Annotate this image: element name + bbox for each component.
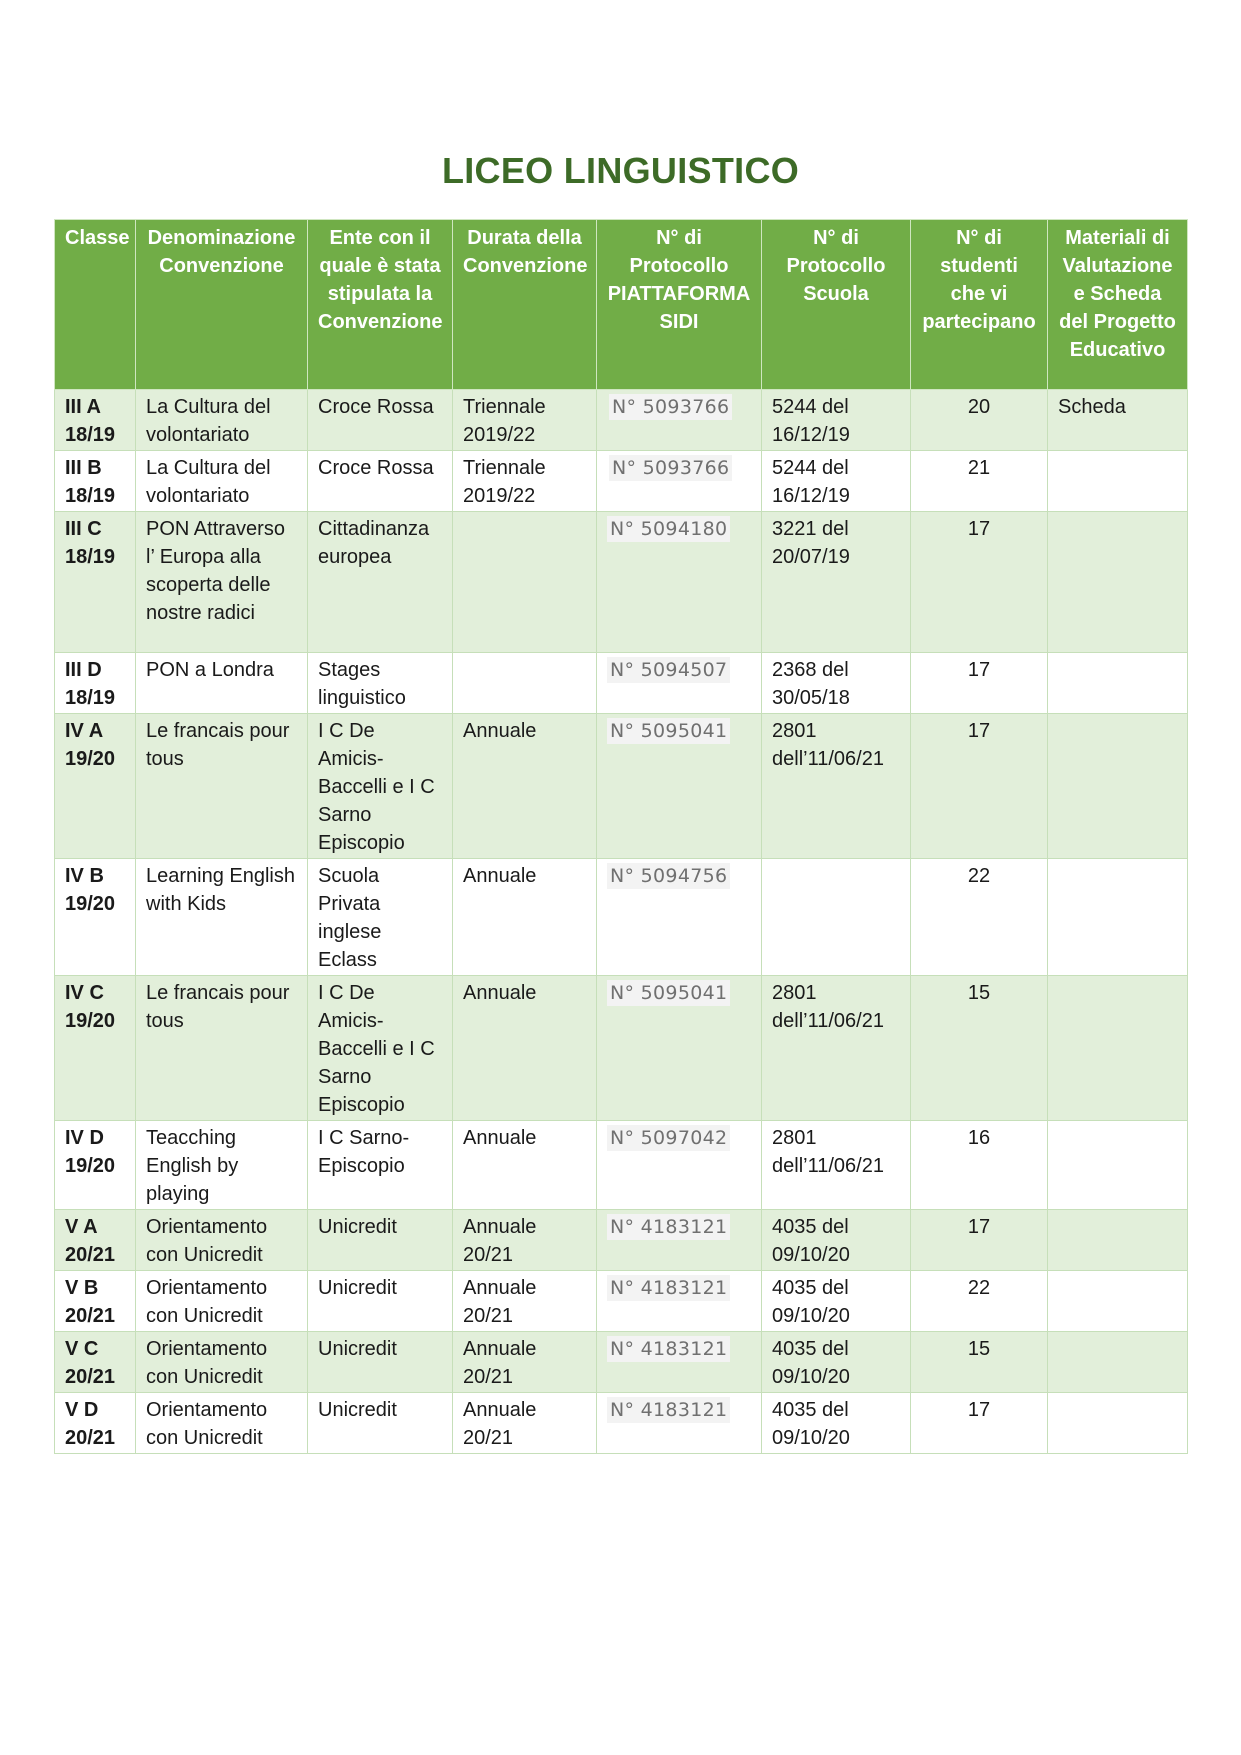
cell-classe: IV B 19/20 <box>55 859 136 976</box>
cell-protocollo-scuola: 4035 del 09/10/20 <box>762 1393 911 1454</box>
cell-ente: I C De Amicis-Baccelli e I C Sarno Episcopio <box>308 714 453 859</box>
cell-studenti: 17 <box>911 714 1048 859</box>
cell-ente: Croce Rossa <box>308 390 453 451</box>
cell-durata: Annuale <box>453 1121 597 1210</box>
cell-protocollo-sidi <box>597 1393 762 1454</box>
cell-ente: I C Sarno-Episcopio <box>308 1121 453 1210</box>
table-row <box>55 1271 1188 1332</box>
cell-classe: V B 20/21 <box>55 1271 136 1332</box>
protocollo-sidi-value: N° 5094180 <box>607 516 730 542</box>
header-ente: Ente con il quale è stata stipulata la Convenzione <box>308 220 453 390</box>
header-materiali: Materiali di Valutazione e Scheda del Progetto Educativo <box>1048 220 1188 390</box>
cell-protocollo-scuola: 4035 del 09/10/20 <box>762 1332 911 1393</box>
cell-durata: Annuale <box>453 976 597 1121</box>
table-row <box>55 1332 1188 1393</box>
cell-ente: I C De Amicis-Baccelli e I C Sarno Episcopio <box>308 976 453 1121</box>
cell-studenti: 15 <box>911 976 1048 1121</box>
cell-protocollo-scuola: 3221 del 20/07/19 <box>762 512 911 653</box>
table-row <box>55 451 1188 512</box>
cell-durata: Triennale 2019/22 <box>453 390 597 451</box>
cell-protocollo-sidi <box>597 512 762 653</box>
cell-denominazione: Orientamento con Unicredit <box>136 1271 308 1332</box>
protocollo-sidi-value: N° 5095041 <box>607 718 730 744</box>
cell-materiali <box>1048 451 1188 512</box>
cell-materiali <box>1048 1271 1188 1332</box>
cell-ente: Scuola Privata inglese Eclass <box>308 859 453 976</box>
cell-protocollo-sidi <box>597 1121 762 1210</box>
cell-protocollo-sidi <box>597 714 762 859</box>
table-row <box>55 390 1188 451</box>
cell-classe: III B 18/19 <box>55 451 136 512</box>
cell-denominazione: Orientamento con Unicredit <box>136 1332 308 1393</box>
cell-ente: Cittadinanza europea <box>308 512 453 653</box>
cell-classe: III A 18/19 <box>55 390 136 451</box>
cell-durata: Annuale 20/21 <box>453 1332 597 1393</box>
cell-studenti: 22 <box>911 1271 1048 1332</box>
cell-studenti: 16 <box>911 1121 1048 1210</box>
protocollo-sidi-value: N° 4183121 <box>607 1397 730 1423</box>
cell-denominazione: Teacching English by playing <box>136 1121 308 1210</box>
cell-materiali <box>1048 1332 1188 1393</box>
cell-denominazione: Le francais pour tous <box>136 976 308 1121</box>
cell-studenti: 17 <box>911 653 1048 714</box>
cell-protocollo-scuola: 2368 del 30/05/18 <box>762 653 911 714</box>
protocollo-sidi-value: N° 4183121 <box>607 1214 730 1240</box>
cell-denominazione: La Cultura del volontariato <box>136 451 308 512</box>
cell-classe: V C 20/21 <box>55 1332 136 1393</box>
cell-durata <box>453 512 597 653</box>
cell-materiali <box>1048 714 1188 859</box>
cell-durata: Annuale <box>453 859 597 976</box>
cell-classe: III D 18/19 <box>55 653 136 714</box>
cell-classe: IV A 19/20 <box>55 714 136 859</box>
cell-durata: Annuale 20/21 <box>453 1271 597 1332</box>
cell-denominazione: PON Attraverso l’ Europa alla scoperta delle nostre radici <box>136 512 308 653</box>
table-row <box>55 1210 1188 1271</box>
cell-materiali <box>1048 1121 1188 1210</box>
cell-protocollo-scuola: 2801 dell’11/06/21 <box>762 976 911 1121</box>
cell-protocollo-sidi <box>597 451 762 512</box>
cell-classe: IV C 19/20 <box>55 976 136 1121</box>
cell-protocollo-scuola: 2801 dell’11/06/21 <box>762 714 911 859</box>
cell-denominazione: Learning English with Kids <box>136 859 308 976</box>
protocollo-sidi-value: N° 4183121 <box>607 1336 730 1362</box>
cell-denominazione: Orientamento con Unicredit <box>136 1393 308 1454</box>
cell-materiali <box>1048 976 1188 1121</box>
cell-materiali <box>1048 859 1188 976</box>
cell-protocollo-scuola: 5244 del 16/12/19 <box>762 451 911 512</box>
cell-studenti: 22 <box>911 859 1048 976</box>
cell-materiali <box>1048 1393 1188 1454</box>
cell-classe: III C 18/19 <box>55 512 136 653</box>
protocollo-sidi-value: N° 5093766 <box>609 455 732 481</box>
header-protocollo-sidi: N° di Protocollo PIATTAFORMA SIDI <box>597 220 762 390</box>
header-row <box>55 220 1188 390</box>
table-row <box>55 1393 1188 1454</box>
protocollo-sidi-value: N° 4183121 <box>607 1275 730 1301</box>
cell-protocollo-scuola: 4035 del 09/10/20 <box>762 1271 911 1332</box>
cell-denominazione: PON a Londra <box>136 653 308 714</box>
cell-protocollo-sidi <box>597 859 762 976</box>
cell-ente: Stages linguistico <box>308 653 453 714</box>
page-title: LICEO LINGUISTICO <box>441 150 800 191</box>
protocollo-sidi-value: N° 5094756 <box>607 863 730 889</box>
table-row <box>55 653 1188 714</box>
cell-ente: Croce Rossa <box>308 451 453 512</box>
cell-protocollo-sidi <box>597 976 762 1121</box>
cell-protocollo-scuola: 5244 del 16/12/19 <box>762 390 911 451</box>
table-row <box>55 1121 1188 1210</box>
cell-durata: Annuale <box>453 714 597 859</box>
cell-protocollo-sidi <box>597 653 762 714</box>
convenzioni-table <box>54 219 1188 1454</box>
cell-ente: Unicredit <box>308 1332 453 1393</box>
header-denominazione: Denominazione Convenzione <box>136 220 308 390</box>
cell-durata <box>453 653 597 714</box>
cell-ente: Unicredit <box>308 1271 453 1332</box>
header-studenti: N° di studenti che vi partecipano <box>911 220 1048 390</box>
cell-materiali <box>1048 653 1188 714</box>
cell-protocollo-scuola: 2801 dell’11/06/21 <box>762 1121 911 1210</box>
cell-ente: Unicredit <box>308 1210 453 1271</box>
cell-materiali <box>1048 1210 1188 1271</box>
table-row <box>55 976 1188 1121</box>
cell-denominazione: La Cultura del volontariato <box>136 390 308 451</box>
cell-protocollo-sidi <box>597 1271 762 1332</box>
header-classe: Classe <box>55 220 136 390</box>
cell-studenti: 17 <box>911 1210 1048 1271</box>
cell-studenti: 15 <box>911 1332 1048 1393</box>
cell-durata: Annuale 20/21 <box>453 1210 597 1271</box>
cell-classe: V A 20/21 <box>55 1210 136 1271</box>
header-protocollo-scuola: N° di Protocollo Scuola <box>762 220 911 390</box>
cell-protocollo-sidi <box>597 390 762 451</box>
cell-ente: Unicredit <box>308 1393 453 1454</box>
header-durata: Durata della Convenzione <box>453 220 597 390</box>
table-row <box>55 859 1188 976</box>
table-row <box>55 714 1188 859</box>
cell-denominazione: Le francais pour tous <box>136 714 308 859</box>
protocollo-sidi-value: N° 5093766 <box>609 394 732 420</box>
cell-protocollo-sidi <box>597 1210 762 1271</box>
cell-studenti: 17 <box>911 1393 1048 1454</box>
cell-studenti: 21 <box>911 451 1048 512</box>
cell-protocollo-scuola: 4035 del 09/10/20 <box>762 1210 911 1271</box>
cell-durata: Annuale 20/21 <box>453 1393 597 1454</box>
cell-classe: IV D 19/20 <box>55 1121 136 1210</box>
cell-protocollo-sidi <box>597 1332 762 1393</box>
cell-studenti: 20 <box>911 390 1048 451</box>
protocollo-sidi-value: N° 5094507 <box>607 657 730 683</box>
cell-studenti: 17 <box>911 512 1048 653</box>
cell-materiali: Scheda <box>1048 390 1188 451</box>
table-row <box>55 512 1188 653</box>
protocollo-sidi-value: N° 5095041 <box>607 980 730 1006</box>
cell-materiali <box>1048 512 1188 653</box>
cell-classe: V D 20/21 <box>55 1393 136 1454</box>
cell-protocollo-scuola <box>762 859 911 976</box>
cell-durata: Triennale 2019/22 <box>453 451 597 512</box>
protocollo-sidi-value: N° 5097042 <box>607 1125 730 1151</box>
cell-denominazione: Orientamento con Unicredit <box>136 1210 308 1271</box>
